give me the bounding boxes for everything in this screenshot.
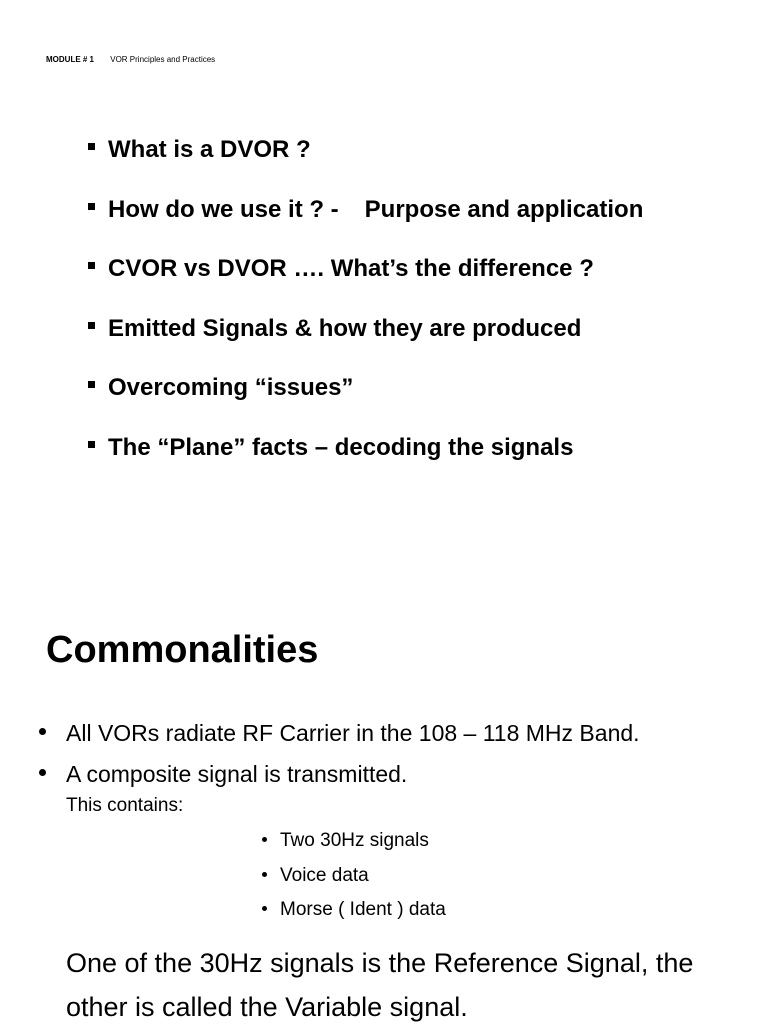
topic-text: Overcoming “issues” [108,374,354,402]
topic-item [86,431,643,491]
list-item-text: Morse ( Ident ) data [280,899,446,920]
topic-text: What is a DVOR ? [108,136,311,163]
topic-text: CVOR vs DVOR …. What’s the difference ? [108,255,594,283]
topic-item [86,252,643,312]
round-bullet-icon [262,906,267,911]
facts-list [38,716,640,798]
fact-text: A composite signal is transmitted. [66,761,408,787]
contains-label: This contains: [66,795,184,816]
round-bullet-icon [39,728,46,735]
round-bullet-icon [262,872,267,877]
module-header [46,55,215,65]
fact-item [38,716,640,757]
list-item [260,828,446,863]
module-title: VOR Principles and Practices [110,55,216,64]
fact-item [38,757,640,798]
topic-item [86,312,643,372]
list-item-text: Voice data [280,864,369,886]
module-label: MODULE # 1 [46,55,95,64]
closing-paragraph: One of the 30Hz signals is the Reference Signal, the other is called the Variable signal. [66,948,694,1022]
topic-list [86,133,643,491]
list-item [260,897,446,932]
fact-text: All VORs radiate RF Carrier in the 108 – 118 MHz Band. [66,720,640,746]
signal-components-list [260,828,446,932]
list-item-text: Two 30Hz signals [280,830,429,851]
round-bullet-icon [262,837,267,842]
topic-text: Emitted Signals & how they are produced [108,314,582,342]
square-bullet-icon [88,381,95,388]
topic-item [86,133,643,193]
topic-text: How do we use it ? - [108,195,339,223]
square-bullet-icon [88,322,95,329]
topic-text: The “Plane” facts – decoding the signals [108,433,574,461]
topic-extra-text: Purpose and application [364,195,644,223]
topic-item [86,193,643,253]
round-bullet-icon [39,769,46,776]
square-bullet-icon [88,262,95,269]
square-bullet-icon [88,203,95,210]
topic-item [86,371,643,431]
list-item [260,863,446,898]
section-title: Commonalities [46,629,319,671]
square-bullet-icon [88,441,95,448]
square-bullet-icon [88,143,95,150]
